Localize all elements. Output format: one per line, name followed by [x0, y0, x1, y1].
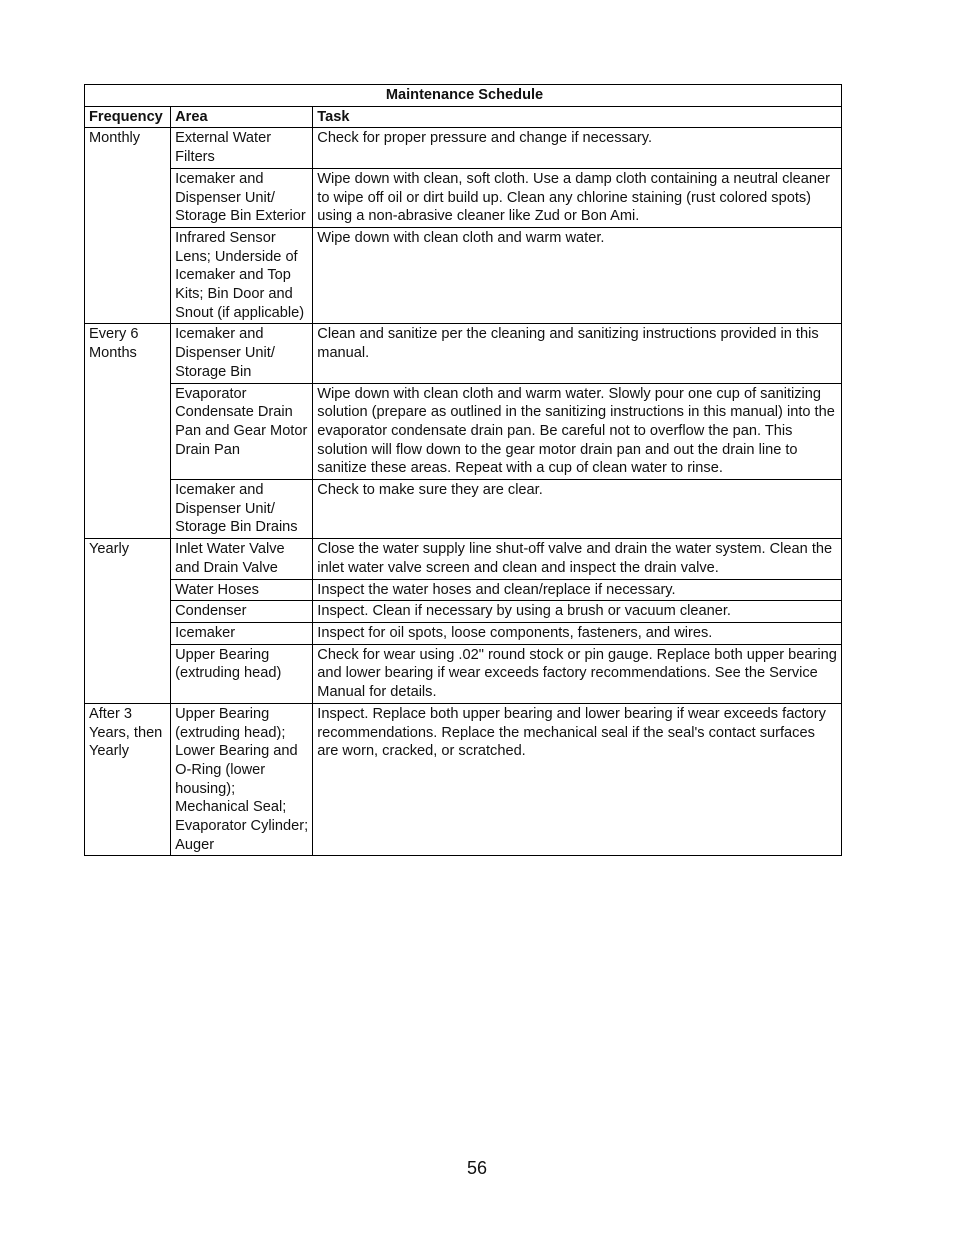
page-number: 56	[466, 1158, 488, 1178]
area-cell: Water Hoses	[171, 579, 313, 601]
task-cell: Wipe down with clean cloth and warm water. Slowly pour one cup of sanitizing solution (prepare as outlined in the sanitizing instructions in this manual) into the evaporator condensate drain pan. Be careful not to overflow the pan. This solution will flow down to the gear motor drain pan and out the drain line to sanitize these areas. Repeat with a cup of clean water to rinse.	[313, 383, 842, 480]
header-area: Area	[171, 106, 313, 128]
task-cell: Close the water supply line shut-off valve and drain the water system. Clean the inlet water valve screen and clean and inspect the drain valve.	[313, 539, 842, 579]
task-cell: Clean and sanitize per the cleaning and sanitizing instructions provided in this manual.	[313, 324, 842, 383]
task-cell: Inspect. Clean if necessary by using a brush or vacuum cleaner.	[313, 601, 842, 623]
task-cell: Check to make sure they are clear.	[313, 480, 842, 539]
table-row	[85, 128, 842, 168]
area-cell: Upper Bearing (extruding head)	[171, 644, 313, 703]
frequency-cell: Yearly	[85, 539, 171, 704]
table-row	[85, 703, 842, 856]
area-cell: Icemaker and Dispenser Unit/ Storage Bin	[171, 324, 313, 383]
area-cell: External Water Filters	[171, 128, 313, 168]
table-row	[85, 644, 842, 703]
task-cell: Check for proper pressure and change if necessary.	[313, 128, 842, 168]
area-cell: Inlet Water Valve and Drain Valve	[171, 539, 313, 579]
task-cell: Check for wear using .02" round stock or pin gauge. Replace both upper bearing and lower bearing if wear exceeds factory recommendations. See the Service Manual for details.	[313, 644, 842, 703]
frequency-cell: Every 6 Months	[85, 324, 171, 539]
table-row	[85, 227, 842, 324]
table-row	[85, 480, 842, 539]
table-row	[85, 324, 842, 383]
maintenance-schedule-table	[84, 84, 842, 856]
table-row	[85, 383, 842, 480]
area-cell: Icemaker and Dispenser Unit/ Storage Bin Drains	[171, 480, 313, 539]
header-frequency: Frequency	[85, 106, 171, 128]
area-cell: Infrared Sensor Lens; Underside of Icemaker and Top Kits; Bin Door and Snout (if applicable)	[171, 227, 313, 324]
table-row	[85, 579, 842, 601]
area-cell: Icemaker	[171, 622, 313, 644]
header-task: Task	[313, 106, 842, 128]
table-title: Maintenance Schedule	[85, 85, 842, 107]
table-row	[85, 622, 842, 644]
area-cell: Condenser	[171, 601, 313, 623]
table-row	[85, 539, 842, 579]
area-cell: Upper Bearing (extruding head); Lower Bearing and O-Ring (lower housing); Mechanical Seal; Evaporator Cylinder; Auger	[171, 703, 313, 856]
table-row	[85, 601, 842, 623]
task-cell: Wipe down with clean, soft cloth. Use a damp cloth containing a neutral cleaner to wipe off oil or dirt build up. Clean any chlorine staining (rust colored spots) using a non-abrasive cleaner like Zud or Bon Ami.	[313, 168, 842, 227]
task-cell: Wipe down with clean cloth and warm water.	[313, 227, 842, 324]
table-title-row	[85, 85, 842, 107]
frequency-cell: After 3 Years, then Yearly	[85, 703, 171, 856]
task-cell: Inspect the water hoses and clean/replace if necessary.	[313, 579, 842, 601]
area-cell: Icemaker and Dispenser Unit/ Storage Bin Exterior	[171, 168, 313, 227]
table-row	[85, 168, 842, 227]
table-header-row	[85, 106, 842, 128]
task-cell: Inspect. Replace both upper bearing and lower bearing if wear exceeds factory recommendations. Replace the mechanical seal if the seal's contact surfaces are worn, cracked, or scratched.	[313, 703, 842, 856]
frequency-cell: Monthly	[85, 128, 171, 324]
task-cell: Inspect for oil spots, loose components, fasteners, and wires.	[313, 622, 842, 644]
area-cell: Evaporator Condensate Drain Pan and Gear Motor Drain Pan	[171, 383, 313, 480]
